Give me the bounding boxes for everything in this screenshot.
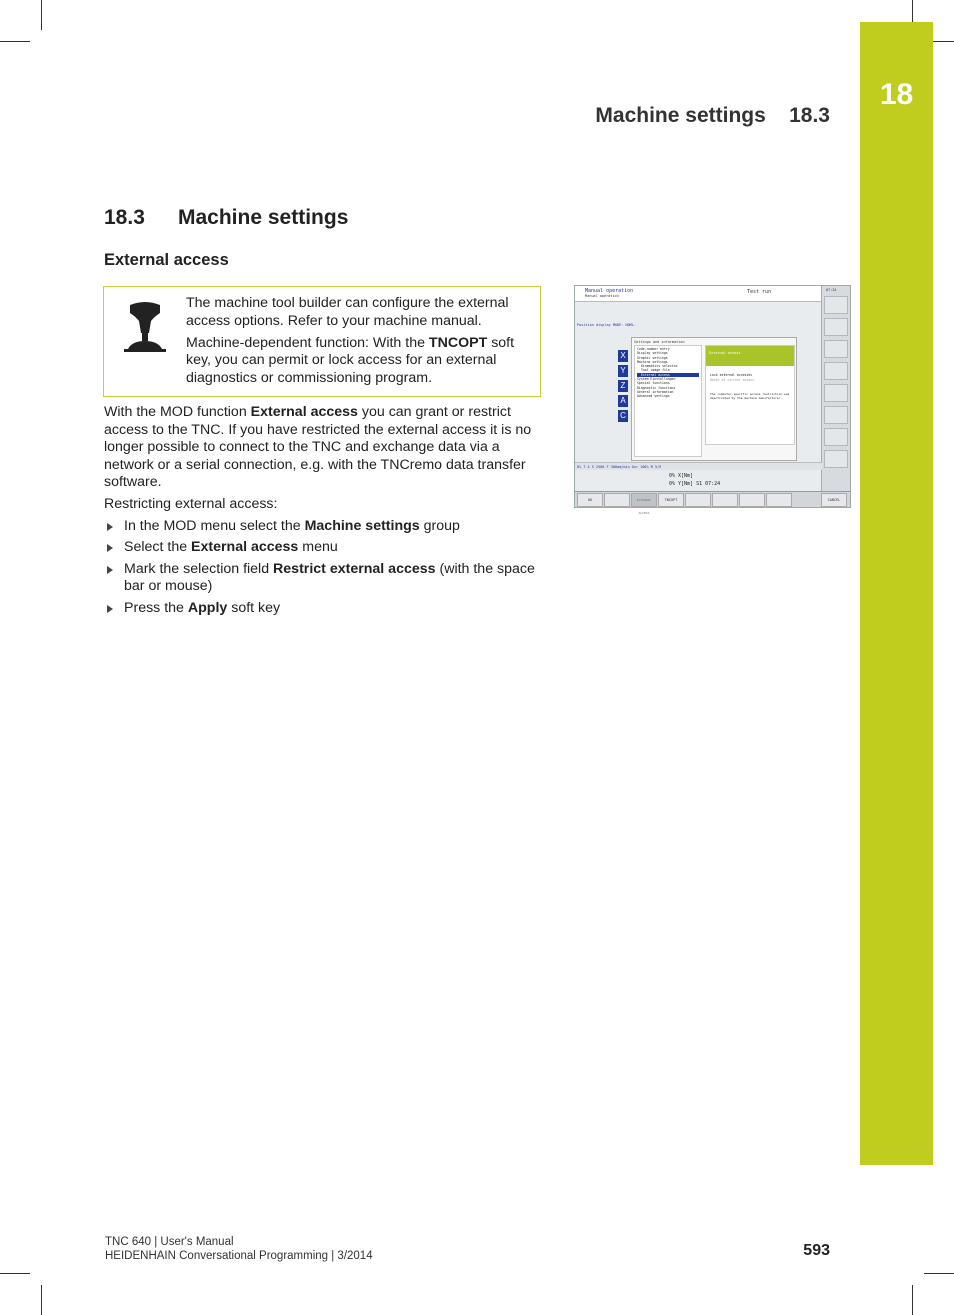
axis-label: Z	[618, 380, 628, 392]
screenshot-run-mode: Test run	[747, 289, 772, 295]
right-softkey	[824, 428, 848, 446]
axis-label: A	[618, 395, 628, 407]
tree-item: System Einstellungen	[637, 377, 676, 382]
crop-mark	[41, 1285, 42, 1315]
arrow-icon	[107, 523, 113, 531]
softkey-tncopt: TNCOPT	[658, 493, 684, 507]
screenshot-header	[575, 286, 822, 302]
right-softkey	[824, 362, 848, 380]
tree-item: Tool usage file	[641, 368, 670, 373]
right-softkey	[824, 384, 848, 402]
right-softkey	[824, 318, 848, 336]
machine-tool-icon	[124, 299, 166, 353]
step-item: Mark the selection field Restrict external access (with the space bar or mouse)	[104, 561, 536, 596]
lock-access-option: Lock external accesses	[710, 373, 753, 377]
axis-label: Y	[618, 365, 628, 377]
page-number: 593	[803, 1242, 830, 1259]
subsection-heading: External access	[104, 251, 229, 269]
screenshot-coordinates: 0% X[Nm] 0% Y[Nm] S1 07:24	[669, 473, 721, 487]
chapter-number: 18	[879, 78, 914, 111]
dialog-title: Settings and information	[634, 340, 685, 344]
tree-item: Diagnostic functions	[637, 385, 676, 390]
reset-access-option: Reset of current access	[710, 378, 755, 382]
axis-label: C	[618, 410, 628, 422]
softkey-blank	[685, 493, 711, 507]
screenshot-clock: 07:24	[826, 288, 837, 292]
arrow-icon	[107, 566, 113, 574]
right-softkey	[824, 296, 848, 314]
note-paragraph-1: The machine tool builder can configure the external access options. Refer to your machine manual.	[186, 295, 509, 329]
screenshot-position-display: Position display MODE: NOML.	[577, 323, 637, 327]
note-paragraph-2: Machine-dependent function: With the TNCOPT soft key, you can permit or lock access for an external diagnostics or commissioning program.	[186, 334, 515, 387]
step-list	[104, 518, 536, 618]
note-box	[103, 286, 541, 397]
screenshot-axes	[618, 350, 628, 425]
screenshot-status-bar: 0% T 4 S 2500 F 300mm/min Ovr 100% M 5/9	[575, 462, 822, 470]
chapter-tab	[860, 22, 933, 1165]
arrow-icon	[107, 605, 113, 613]
body-paragraph-1: With the MOD function External access you can grant or restrict access to the TNC. If you have restricted the external access it is no longer possible to connect to the TNC and exchange data via a network or a serial connection, e.g. with the TNCremo data transfer software.	[104, 404, 532, 491]
axis-label: X	[618, 350, 628, 362]
tree-item: Special functions	[637, 381, 670, 386]
tree-item: Code-number entry	[637, 347, 670, 351]
softkey-blank	[712, 493, 738, 507]
softkey-external-access: EXTERNAL ACCESS	[631, 493, 657, 507]
body-text	[104, 404, 536, 622]
step-item: Select the External access menu	[104, 539, 536, 557]
screenshot-mode-sub: Manual operation	[585, 294, 619, 298]
softkey-cancel: CANCEL	[821, 493, 847, 507]
right-softkey	[824, 450, 848, 468]
right-softkey	[824, 406, 848, 424]
screenshot-right-softkeys	[821, 286, 850, 493]
right-softkey	[824, 340, 848, 358]
screenshot-softkey-row	[575, 491, 850, 515]
footer-line-2: HEIDENHAIN Conversational Programming | 3/2014	[105, 1250, 373, 1262]
step-item: In the MOD menu select the Machine settings group	[104, 518, 536, 536]
section-title-text: Machine settings	[178, 206, 349, 229]
softkey-blank	[766, 493, 792, 507]
tree-item-selected: External access	[637, 373, 699, 377]
footer	[105, 1235, 373, 1263]
body-paragraph-2: Restricting external access:	[104, 495, 278, 512]
crop-mark	[0, 1273, 30, 1274]
tree-item: Kinematics selectio	[641, 364, 678, 369]
tnc-screenshot	[574, 285, 851, 515]
running-head: Machine settings 18.3	[595, 104, 830, 127]
arrow-icon	[107, 544, 113, 552]
crop-mark	[41, 0, 42, 30]
panel-message: The computer-specific access restriction was deactivated by the machine manufacturer.	[710, 392, 790, 400]
section-title	[104, 206, 348, 230]
section-number: 18.3	[104, 206, 145, 229]
footer-line-1: TNC 640 | User's Manual	[105, 1236, 234, 1248]
step-item: Press the Apply soft key	[104, 600, 536, 618]
settings-tree	[634, 345, 702, 457]
panel-options	[710, 373, 754, 383]
tree-item: Graphic settings	[637, 355, 668, 360]
softkey-blank	[739, 493, 765, 507]
tree-item: Display settings	[637, 351, 668, 356]
external-access-panel	[705, 345, 795, 445]
tree-item: General information	[637, 389, 674, 394]
crop-mark	[912, 1285, 913, 1315]
tree-item: Advanced settings	[637, 394, 670, 399]
crop-mark	[0, 41, 30, 42]
screenshot-dialog	[631, 337, 797, 461]
softkey-blank	[604, 493, 630, 507]
softkey-ok: OK	[577, 493, 603, 507]
screenshot-mode: Manual operation	[585, 288, 634, 294]
crop-mark	[924, 1273, 954, 1274]
tree-item: Machine settings	[637, 359, 668, 364]
panel-header: External access	[706, 346, 794, 366]
